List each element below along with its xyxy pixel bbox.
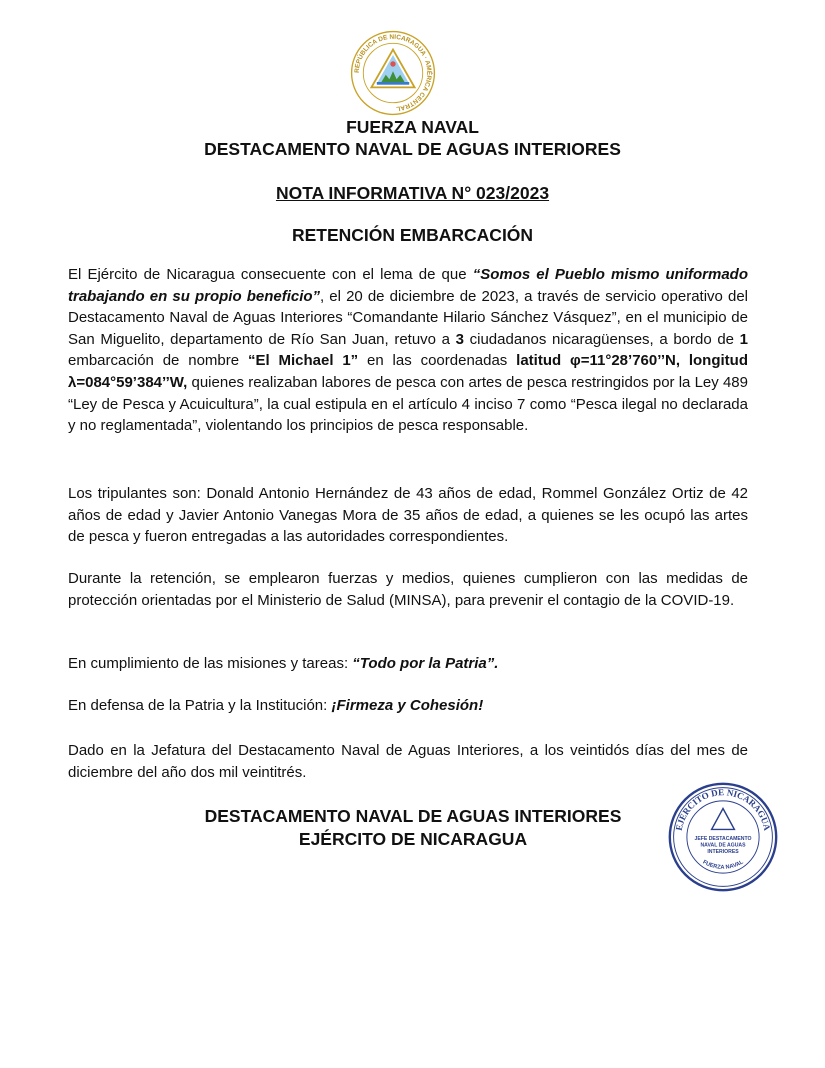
p1-text-e: ciudadanos nicaragüenses, a bordo de: [463, 330, 740, 348]
paragraph-6: Dado en la Jefatura del Destacamento Naval de Aguas Interiores, a los veintidós días del mes de diciembre del año dos mil veintitrés.: [68, 742, 748, 781]
signature-line-2: EJÉRCITO DE NICARAGUA: [298, 829, 528, 849]
note-title: NOTA INFORMATIVA N° 023/2023: [275, 183, 550, 203]
vessel-name: “El Michael 1”: [247, 352, 359, 370]
paragraph-5: [68, 695, 748, 717]
p1-text-c: , el 20 de diciembre de 2023, a través de servicio operativo del Destacamento Naval de Aguas Interiores “Comandante Hilario Sánchez Vásquez”, en el municipio de San Miguelito, departamento de Río San Juan, retuvo a: [68, 287, 748, 348]
p1-text-g: embarcación de nombre: [68, 352, 248, 370]
coordinates: latitud φ=11°28’760’’N, longitud λ=084°59’384’’W,: [68, 352, 748, 391]
motto-firmeza: ¡Firmeza y Cohesión!: [331, 697, 484, 714]
official-stamp: [666, 780, 780, 894]
header-line-2: DESTACAMENTO NAVAL DE AGUAS INTERIORES: [204, 139, 621, 159]
p5-text: En defensa de la Patria y la Institución:: [68, 697, 332, 714]
paragraph-1: [68, 264, 748, 437]
vessel-count: 1: [739, 330, 749, 348]
p4-text: En cumplimiento de las misiones y tareas:: [68, 655, 353, 672]
signature-line-1: DESTACAMENTO NAVAL DE AGUAS INTERIORES: [204, 806, 622, 826]
stamp-bottom-text: FUERZA NAVAL: [701, 859, 745, 871]
paragraph-2: Los tripulantes son: Donald Antonio Hernández de 43 años de edad, Rommel González Ortiz de 42 años de edad y Javier Antonio Vanegas Mora de 35 años de edad, a quienes se les ocupó las artes de pesca y fueron entregadas a las autoridades correspondientes.: [68, 485, 748, 546]
motto-todo-por-la-patria: “Todo por la Patria”.: [352, 655, 499, 672]
p1-text-a: El Ejército de Nicaragua consecuente con el lema de que: [68, 266, 473, 283]
stamp-line-2: NAVAL DE AGUAS: [700, 842, 746, 849]
motto-quote: “Somos el Pueblo mismo uniformado trabajando en su propio beneficio”: [68, 266, 748, 305]
p1-text-k: quienes realizaban labores de pesca con artes de pesca restringidos por la Ley 489 “Ley de Pesca y Acuicultura”, la cual estipula en el artículo 4 inciso 7 como “Pesca ilegal no declarada y no reglamentada”, violentando los principios de pesca responsable.: [68, 373, 748, 435]
paragraph-3: Durante la retención, se emplearon fuerzas y medios, quienes cumplieron con las medidas de protección orientadas por el Ministerio de Salud (MINSA), para prevenir el contagio de la COVID-19.: [68, 570, 748, 609]
p1-text-i: en las coordenadas: [358, 352, 517, 370]
nicaragua-coat-of-arms: [348, 28, 438, 118]
citizen-count: 3: [455, 330, 464, 348]
paragraph-4: [68, 653, 748, 675]
header-line-1: FUERZA NAVAL: [346, 117, 479, 137]
seal-ring-text: REPÚBLICA DE NICARAGUA · AMÉRICA CENTRAL: [353, 33, 433, 113]
stamp-line-3: INTERIORES: [707, 849, 739, 856]
subject-title: RETENCIÓN EMBARCACIÓN: [291, 225, 534, 245]
stamp-ring-text: EJÉRCITO DE NICARAGUA: [673, 787, 773, 832]
stamp-line-1: JEFE DESTACAMENTO: [694, 835, 752, 842]
